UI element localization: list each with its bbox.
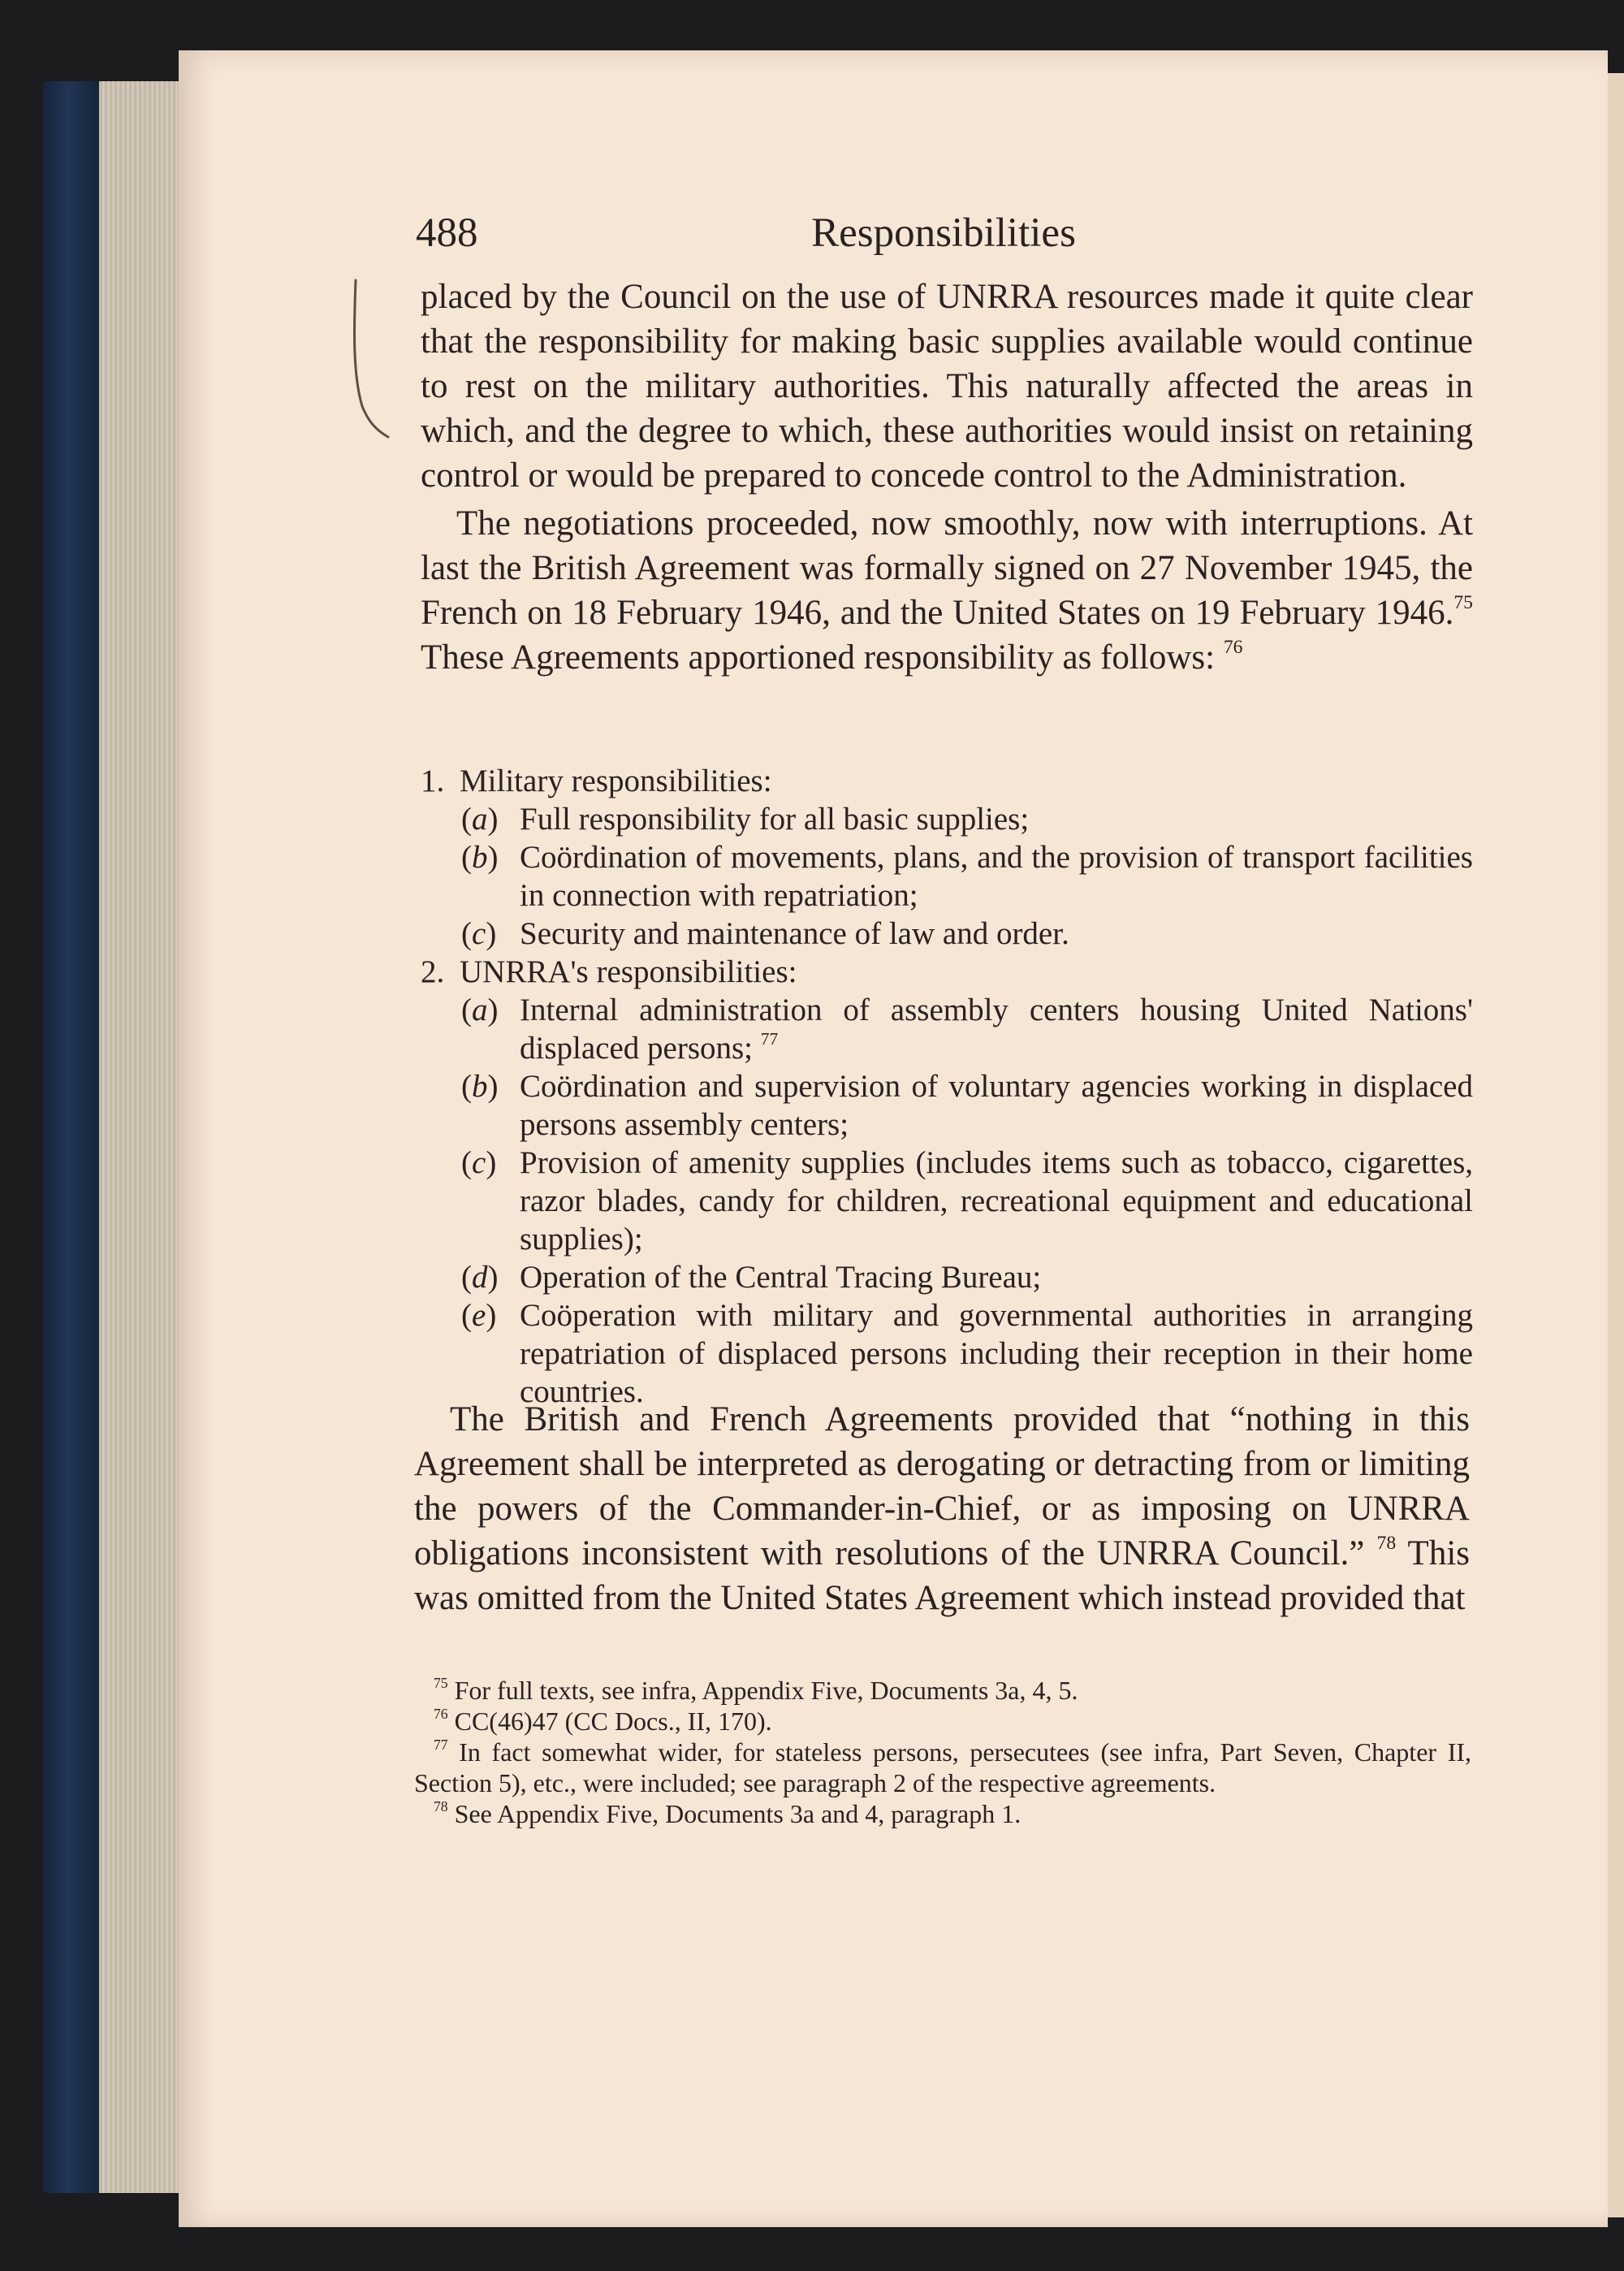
footnote-ref-75: 75 (1453, 592, 1473, 614)
list-title: UNRRA's responsibilities: (460, 954, 797, 989)
footnote-77: $^{77}$ In fact somewhat wider, for stateless persons, persecutees (see infra, Part Seven, Chapter II, Section 5), etc., were included; see paragraph 2 of the respective agreements. (414, 1736, 1472, 1797)
list-item: (a) Full responsibility for all basic supplies; (461, 802, 1030, 837)
footnotes (414, 1675, 1471, 1829)
footnote-75: $^{75}$ For full texts, see infra, Appendix Five, Documents 3a, 4, 5. (434, 1674, 1078, 1705)
footnote-76: $^{76}$ CC(46)47 (CC Docs., II, 170). (434, 1705, 772, 1736)
footnote-ref-78: 78 (1376, 1533, 1397, 1555)
footnote-ref-76: 76 (1223, 637, 1243, 659)
list-item: (e) Coöperation with military and governmental authorities in arranging repatriation of displaced persons including their reception in their home countries. (461, 1298, 1473, 1409)
footnote-78: $^{78}$ See Appendix Five, Documents 3a and 4, paragraph 1. (434, 1797, 1021, 1828)
list-number: 2. (421, 954, 445, 989)
paragraph-2-text: The negotiations proceeded, now smoothly, now with interruptions. At last the British Agreement was formally signed on 27 November 1945, the French on 18 February 1946, and the United States on 19 February 1946. (421, 504, 1473, 632)
list-item: (a) Internal administration of assembly centers housing United Nations' displaced persons; $^{77}$ (461, 993, 1473, 1066)
page-number: 488 (416, 210, 478, 256)
list-item: (b) Coördination of movements, plans, and the provision of transport facilities in connection with repatriation; (461, 840, 1473, 913)
running-head: Responsibilities (811, 210, 1076, 256)
page-edges (99, 81, 180, 2193)
book-binding (42, 81, 99, 2193)
paragraph-2 (421, 501, 1473, 680)
responsibility-lists (421, 762, 1473, 1411)
list-item: (d) Operation of the Central Tracing Bureau; (461, 1260, 1042, 1295)
list-military (421, 762, 1473, 953)
list-number: 1. (421, 763, 445, 798)
list-title: Military responsibilities: (460, 763, 772, 798)
footnote-ref-77: 77 (760, 1028, 779, 1049)
paragraph-3: The British and French Agreements provided that “nothing in this Agreement shall be interpreted as derogating or detracting from or limiting the powers of the Commander-in-Chief, or as imposing on UNRRA obligations inconsistent with resolutions of the UNRRA Council.” $^{78}$ This was omitted from the United States Agreement which instead provided that (414, 1400, 1471, 1617)
list-heading (421, 953, 1473, 991)
list-item: (c) Provision of amenity supplies (includes items such as tobacco, cigarettes, razor blades, candy for children, recreational equipment and educational supplies); (461, 1145, 1473, 1257)
list-item: (c) Security and maintenance of law and order. (461, 916, 1069, 951)
pencil-margin-mark (341, 276, 406, 439)
paragraph-1: placed by the Council on the use of UNRRA resources made it quite clear that the responsibility for making basic supplies available would continue to rest on the military authorities. This naturally affected the areas in which, and the degree to which, these authorities would insist on retaining control or would be prepared to concede control to the Administration. (421, 278, 1473, 495)
body-text (421, 275, 1473, 680)
list-item: (b) Coördination and supervision of voluntary agencies working in displaced persons assembly centers; (461, 1069, 1473, 1142)
paragraph-2-tail: These Agreements apportioned responsibility as follows: (421, 638, 1224, 677)
page-header (416, 210, 1471, 266)
list-heading (421, 762, 1473, 800)
list-unrra (421, 953, 1473, 1411)
